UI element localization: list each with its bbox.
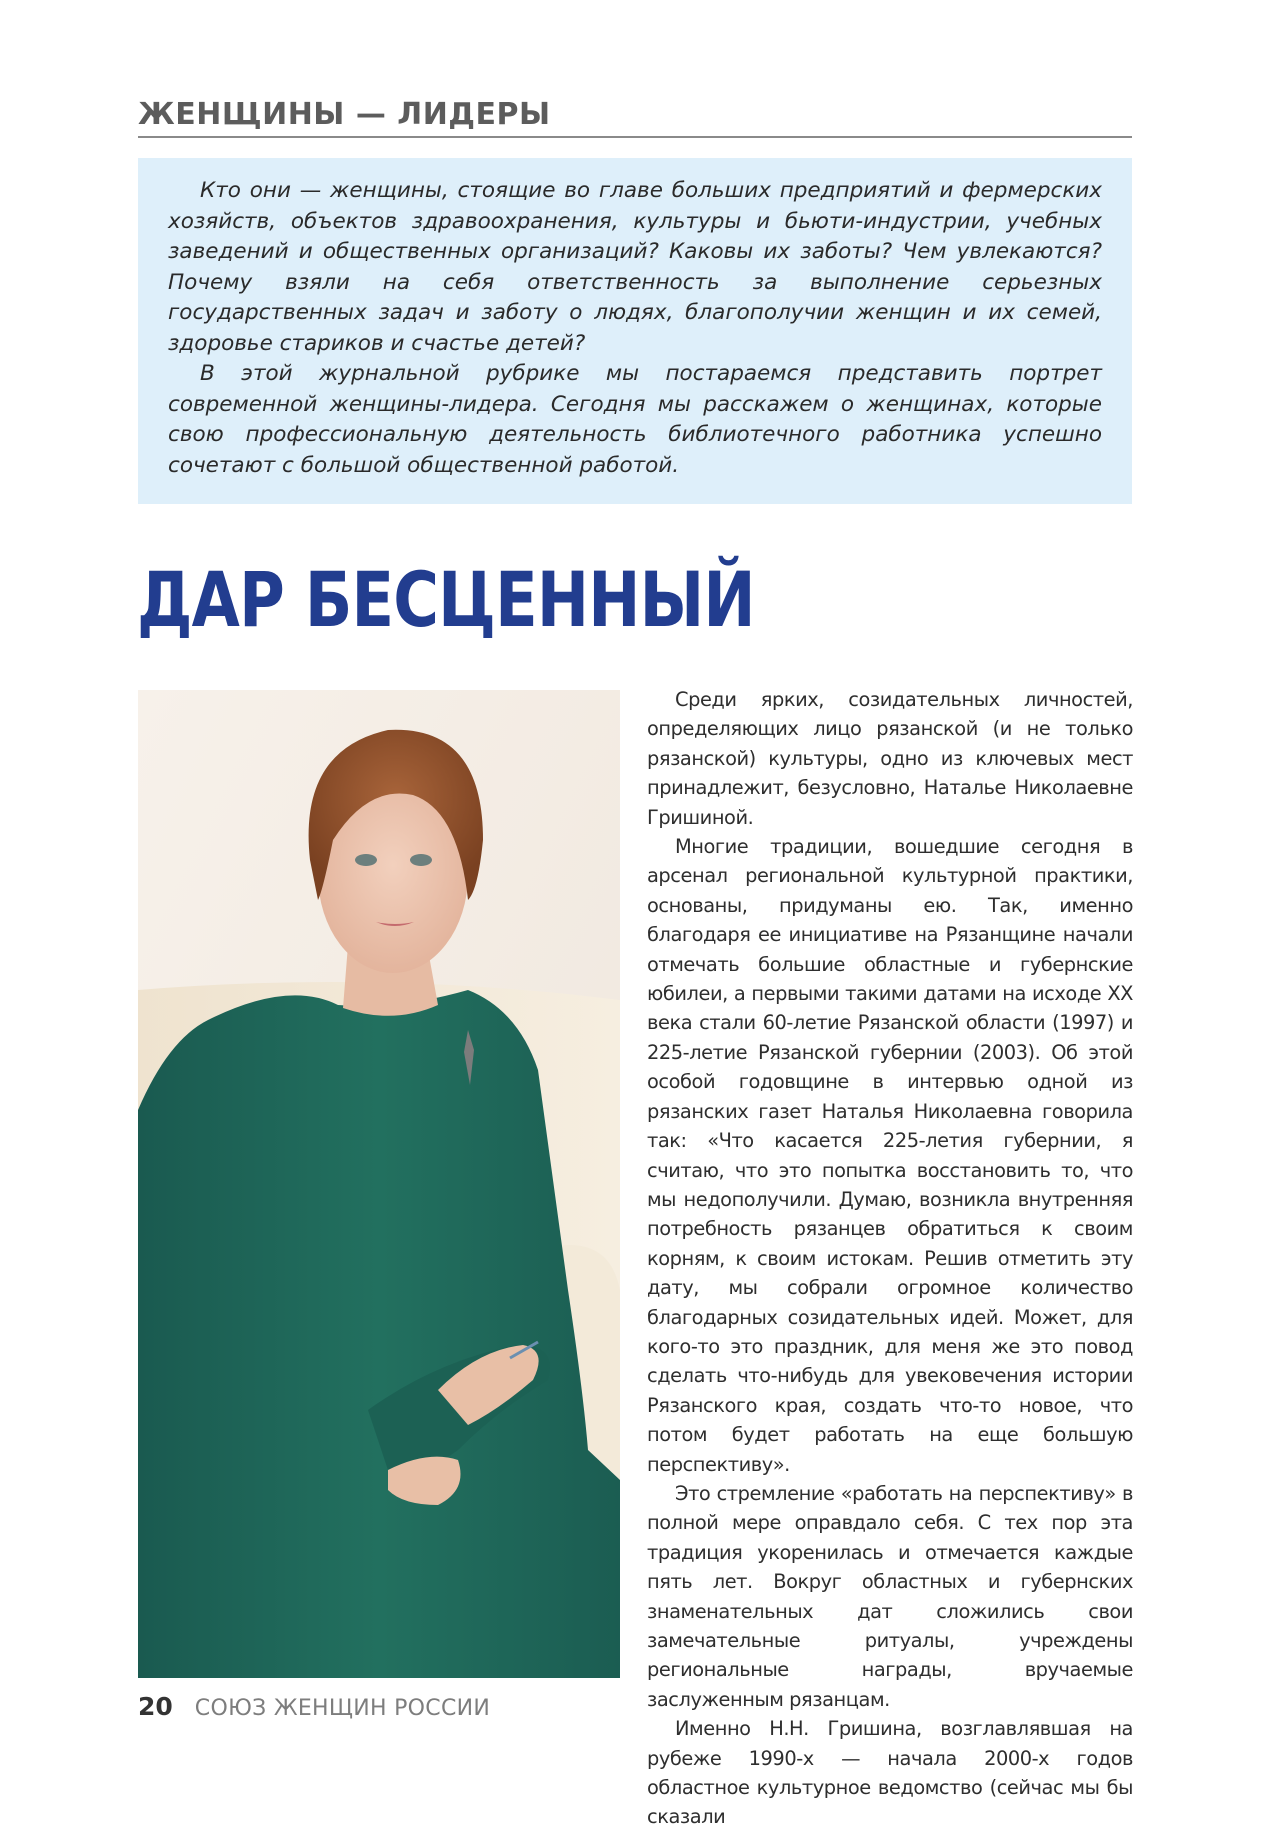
article-paragraph: Многие традиции, вошедшие сегодня в арсенал региональной культурной практики, основаны, придуманы ею. Так, именно благодаря ее инициативе на Рязанщине начали отмечать большие областные и губернские юбилеи, а первыми такими датами на исходе XX века стали 60-летие Рязанской области (1997) и 225-летие Рязанской губернии (2003). Об этой особой годовщине в интервью одной из рязанских газет Наталья Николаевна говорила так: «Что касается 225-летия губернии, я считаю, что это попытка восстановить то, что мы недополучили. Думаю, возникла внутренняя потребность рязанцев обратиться к своим корням, к своим истокам. Решив отметить эту дату, мы собрали огромное количество благодарных созидательных идей. Может, для кого-то это праздник, для меня же это повод сделать что-нибудь для увековечения истории Рязанского края, создать что-то новое, что потом будет работать на еще большую перспективу». bbox=[647, 835, 1133, 1476]
intro-paragraph: В этой журнальной рубрике мы постараемся представить портрет современной женщины-лидера. Сегодня мы расскажем о женщинах, которые свою профессиональную деятельность библиотечного работника успешно сочетают с большой общественной работой. bbox=[168, 361, 1102, 478]
intro-box bbox=[138, 158, 1132, 504]
article-paragraph: Это стремление «работать на перспективу» в полной мере оправдало себя. С тех пор эта традиция укоренилась и отмечается каждые пять лет. Вокруг областных и губернских знаменательных дат сложились свои замечательные ритуалы, учреждены региональные награды, вручаемые заслуженным рязанцам. bbox=[647, 1481, 1133, 1711]
journal-name: СОЮЗ ЖЕНЩИН РОССИИ bbox=[194, 1696, 491, 1721]
article-body bbox=[647, 685, 1133, 1829]
header-divider bbox=[138, 136, 1132, 138]
portrait-photo bbox=[138, 690, 620, 1678]
page-number: 20 bbox=[138, 1692, 173, 1721]
article-paragraph: Среди ярких, созидательных личностей, определяющих лицо рязанской (и не только рязанской) культуры, одно из ключевых мест принадлежит, безусловно, Наталье Николаевне Гришиной. bbox=[647, 688, 1133, 829]
intro-paragraph: Кто они — женщины, стоящие во главе больших предприятий и фермерских хозяйств, объектов здравоохранения, культуры и бьюти-индустрии, учебных заведений и общественных организаций? Каковы их заботы? Чем увлекаются? Почему взяли на себя ответственность за выполнение серьезных государственных задач и заботу о людях, благополучии женщин и их семей, здоровье стариков и счастье детей? bbox=[168, 178, 1102, 356]
section-title: ЖЕНЩИНЫ — ЛИДЕРЫ bbox=[138, 97, 551, 132]
page-footer bbox=[138, 1692, 490, 1726]
article-title: ДАР БЕСЦЕННЫЙ bbox=[137, 555, 755, 644]
article-paragraph: Именно Н.Н. Гришина, возглавлявшая на рубеже 1990-х — начала 2000-х годов областное культурное ведомство (сейчас мы бы сказали bbox=[647, 1717, 1133, 1829]
